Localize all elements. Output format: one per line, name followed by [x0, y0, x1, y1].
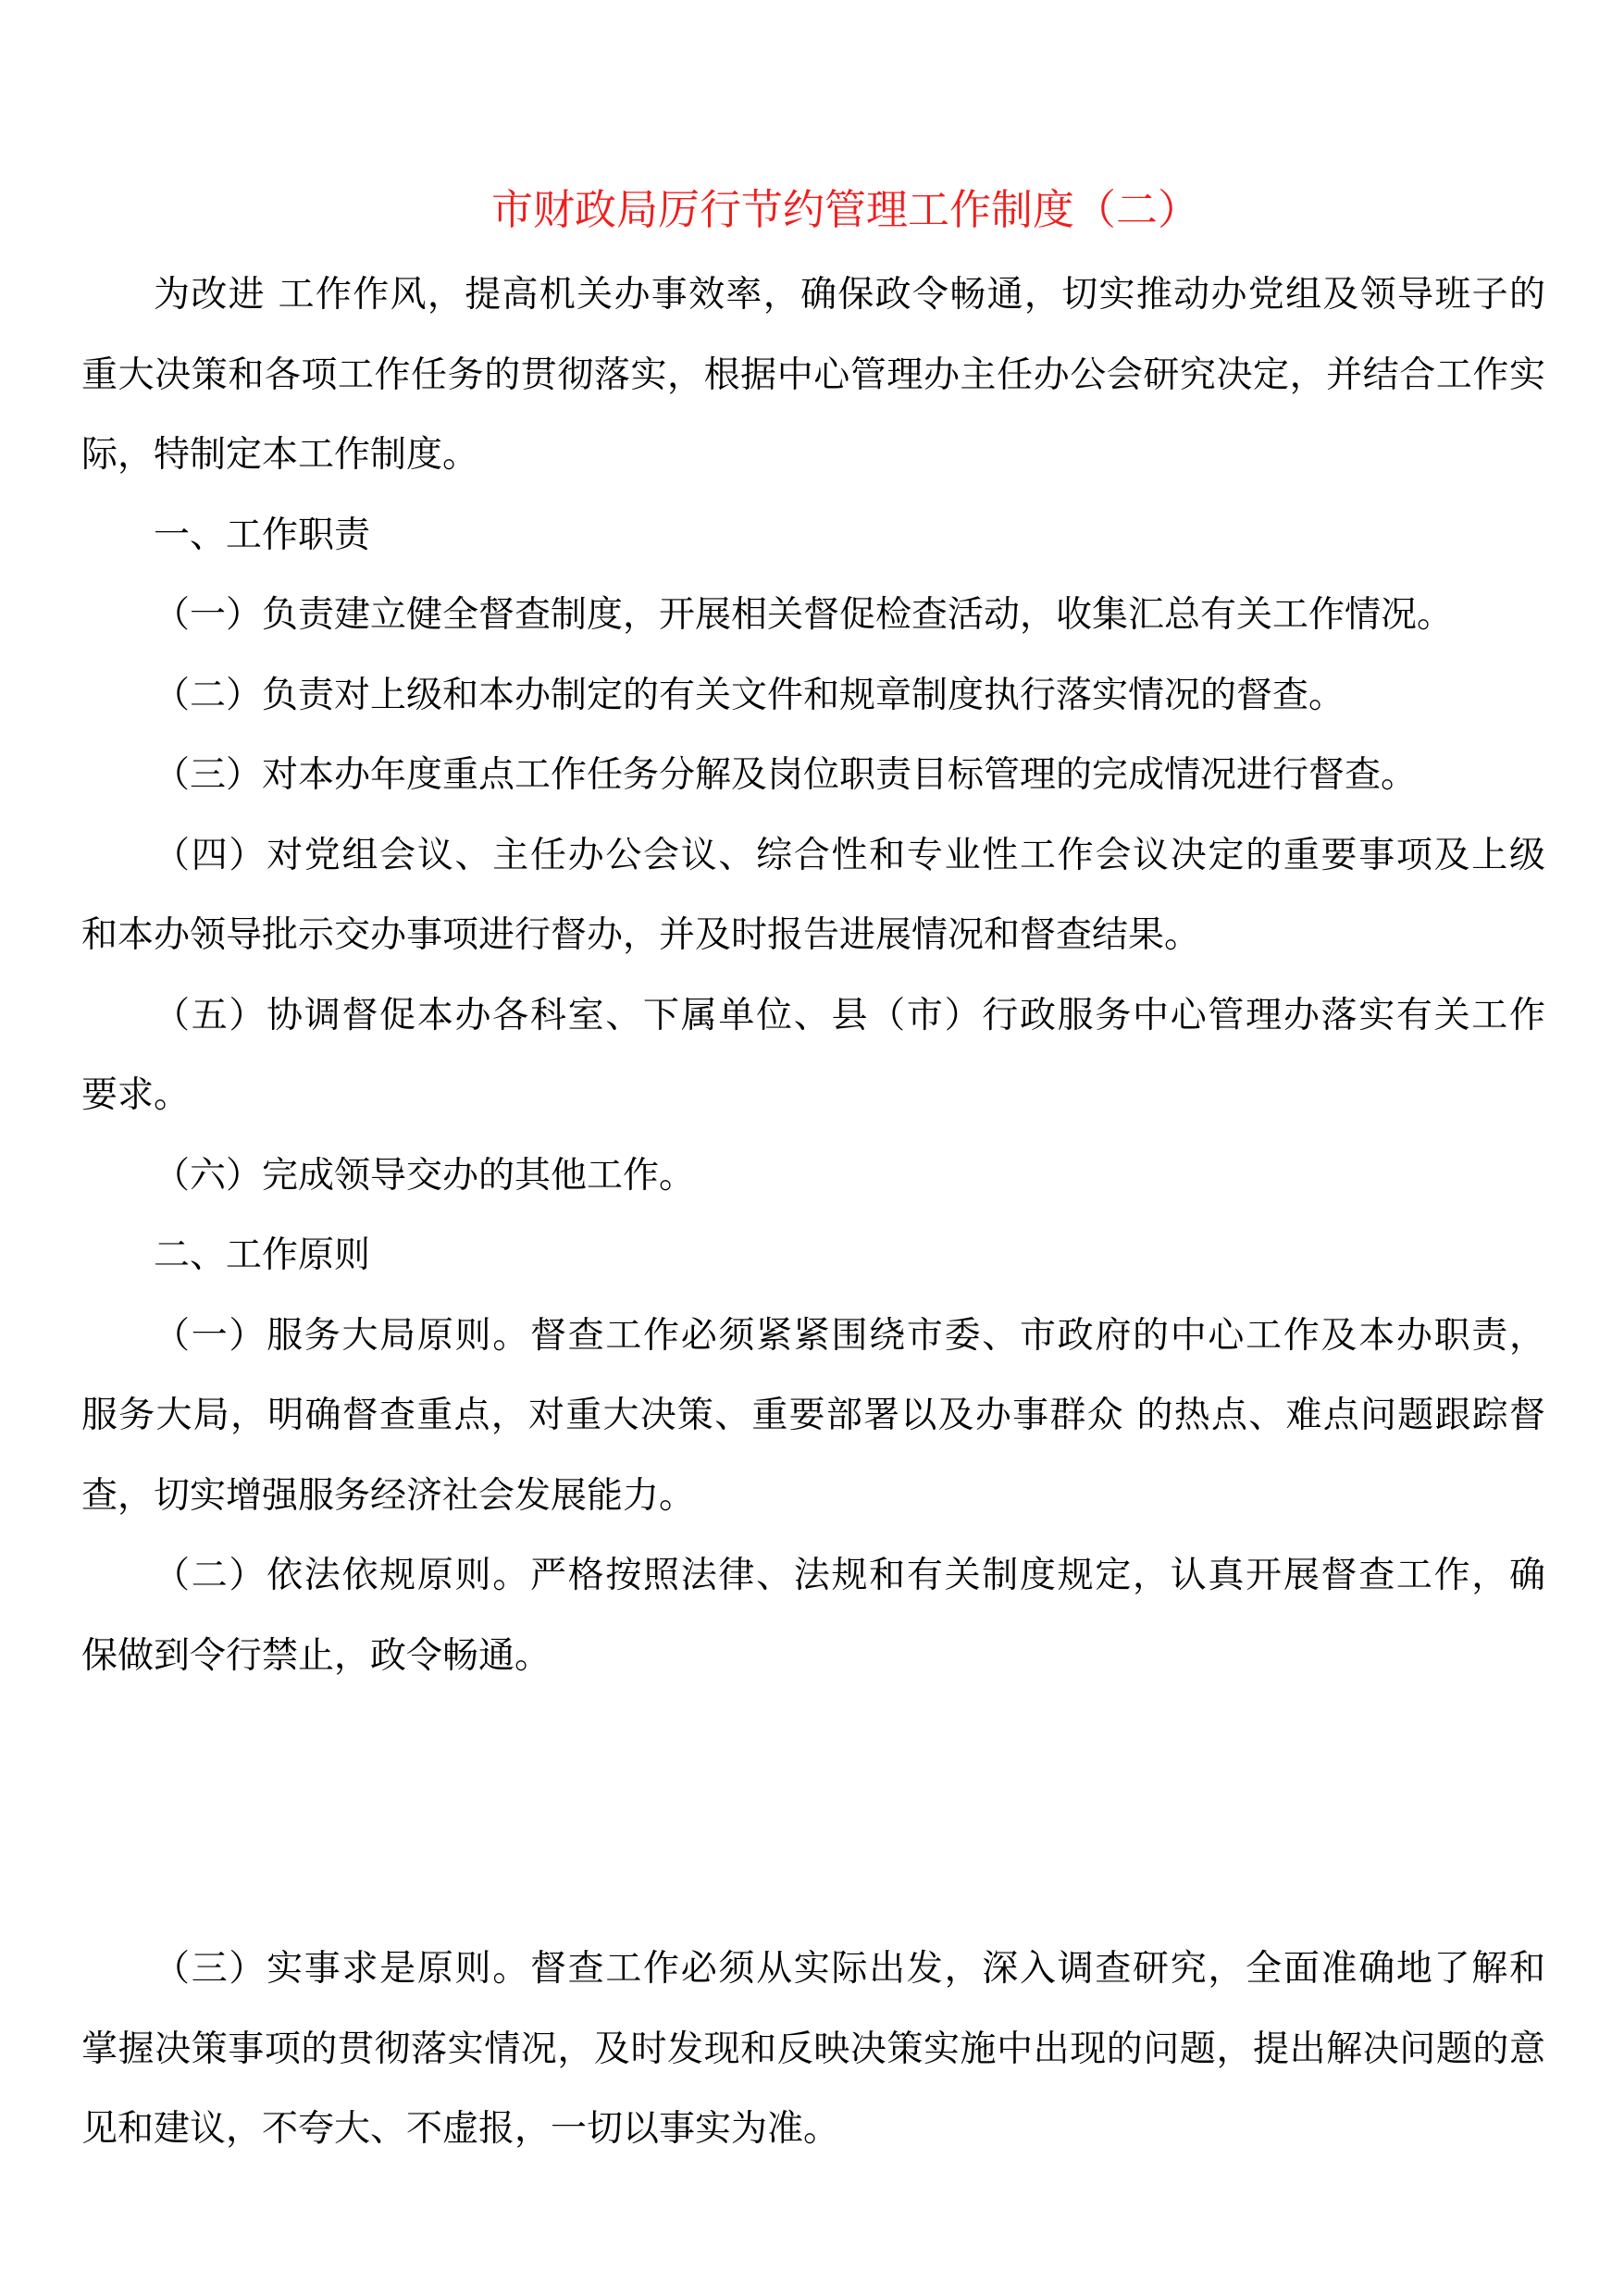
paragraph-line: 保做到令行禁止，政令畅通。: [81, 1634, 552, 1677]
paragraph-line: （五）协调督促本办各科室、下属单位、县（市）行政服务中心管理办落实有关工作: [154, 994, 1545, 1036]
paragraph-line: 服务大局，明确督查重点，对重大决策、重要部署以及办事群众 的热点、难点问题跟踪督: [81, 1395, 1545, 1436]
paragraph: [81, 1216, 1545, 1296]
paragraph-line: （二）依法依规原则。严格按照法律、法规和有关制度规定，认真开展督查工作，确: [154, 1555, 1545, 1596]
document-body: [81, 255, 1545, 1696]
paragraph-line: 和本办领导批示交办事项进行督办，并及时报告进展情况和督查结果。: [81, 914, 1201, 956]
paragraph-line: 为改进 工作作风，提高机关办事效率，确保政令畅通，切实推动办党组及领导班子的: [154, 274, 1545, 316]
paragraph: [81, 976, 1545, 1136]
paragraph-line: （四）对党组会议、主任办公会议、综合性和专业性工作会议决定的重要事项及上级: [154, 834, 1545, 876]
paragraph: [81, 1136, 1545, 1217]
paragraph-line: 重大决策和各项工作任务的贯彻落实，根据中心管理办主任办公会研究决定，并结合工作实: [81, 354, 1545, 396]
paragraph: [81, 255, 1545, 496]
paragraph: [81, 816, 1545, 976]
paragraph-line: （三）对本办年度重点工作任务分解及岗位职责目标管理的完成情况进行督查。: [154, 754, 1418, 796]
paragraph: [81, 496, 1545, 577]
document-body-continued: [81, 1929, 1545, 2170]
paragraph-line: 一、工作职责: [154, 514, 371, 556]
paragraph-line: 要求。: [81, 1074, 191, 1116]
paragraph: [81, 576, 1545, 656]
paragraph-line: 查，切实增强服务经济社会发展能力。: [81, 1474, 696, 1517]
paragraph-line: （一）负责建立健全督查制度，开展相关督促检查活动，收集汇总有关工作情况。: [154, 594, 1454, 636]
paragraph-line: 掌握决策事项的贯彻落实情况，及时发现和反映决策实施中出现的问题，提出解决问题的意: [81, 2028, 1545, 2070]
document-title: 市财政局厉行节约管理工作制度（二）: [490, 185, 1199, 234]
paragraph-line: 际，特制定本工作制度。: [81, 434, 479, 476]
paragraph: [81, 1536, 1545, 1696]
paragraph-line: （三）实事求是原则。督查工作必须从实际出发，深入调查研究，全面准确地了解和: [154, 1948, 1545, 1990]
paragraph: [81, 656, 1545, 737]
paragraph-line: （一）服务大局原则。督查工作必须紧紧围绕市委、市政府的中心工作及本办职责，: [154, 1314, 1545, 1357]
paragraph-line: 二、工作原则: [154, 1234, 371, 1276]
paragraph-line: （六）完成领导交办的其他工作。: [154, 1154, 696, 1197]
paragraph: [81, 1296, 1545, 1537]
paragraph-line: （二）负责对上级和本办制定的有关文件和规章制度执行落实情况的督查。: [154, 674, 1345, 716]
paragraph: [81, 736, 1545, 816]
paragraph: [81, 1929, 1545, 2170]
paragraph-line: 见和建议，不夸大、不虚报，一切以事实为准。: [81, 2108, 840, 2150]
